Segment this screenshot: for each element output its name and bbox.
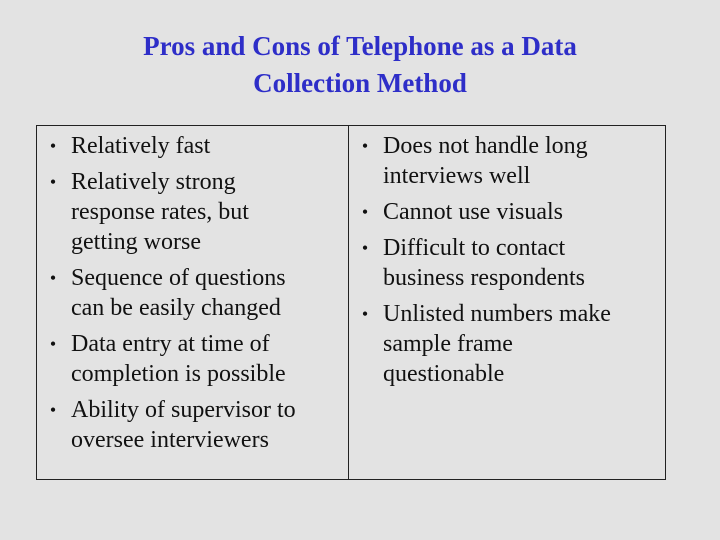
bullet-icon: • (49, 334, 57, 354)
bullet-icon: • (361, 136, 369, 156)
cons-item-text: business respondents (383, 265, 585, 291)
pros-item (45, 395, 348, 455)
pros-list (45, 131, 348, 455)
bullet-icon: • (49, 268, 57, 288)
cons-item-text: Difficult to contact (383, 235, 566, 261)
cons-list (357, 131, 665, 389)
bullet-icon: • (361, 304, 369, 324)
pros-item-text: oversee interviewers (71, 427, 269, 453)
cons-item (357, 299, 665, 389)
pros-item (45, 263, 348, 323)
pros-item-text: getting worse (71, 229, 201, 255)
slide-title-line-1: Pros and Cons of Telephone as a Data (143, 31, 577, 61)
bullet-icon: • (49, 400, 57, 420)
cons-item-text: Unlisted numbers make (383, 301, 611, 327)
cons-item-text: sample frame (383, 331, 513, 357)
pros-item-text: Sequence of questions (71, 265, 286, 291)
cons-item (357, 131, 665, 191)
bullet-icon: • (49, 172, 57, 192)
cons-item-text: questionable (383, 361, 505, 387)
bullet-icon: • (361, 238, 369, 258)
pros-item (45, 131, 348, 161)
pros-item-text: completion is possible (71, 361, 286, 387)
pros-item-text: Relatively fast (71, 133, 211, 159)
pros-item (45, 329, 348, 389)
pros-item-text: can be easily changed (71, 295, 281, 321)
pros-item (45, 167, 348, 257)
cons-column (349, 126, 665, 479)
pros-cons-table (36, 125, 666, 480)
cons-item (357, 197, 665, 227)
slide-title-line-2: Collection Method (253, 68, 467, 98)
pros-item-text: Data entry at time of (71, 331, 270, 357)
pros-item-text: response rates, but (71, 199, 249, 225)
slide-title (0, 28, 720, 102)
pros-column (37, 126, 349, 479)
cons-item-text: interviews well (383, 163, 531, 189)
cons-item-text: Cannot use visuals (383, 199, 563, 225)
bullet-icon: • (49, 136, 57, 156)
pros-item-text: Ability of supervisor to (71, 397, 296, 423)
cons-item-text: Does not handle long (383, 133, 588, 159)
cons-item (357, 233, 665, 293)
bullet-icon: • (361, 202, 369, 222)
pros-item-text: Relatively strong (71, 169, 236, 195)
